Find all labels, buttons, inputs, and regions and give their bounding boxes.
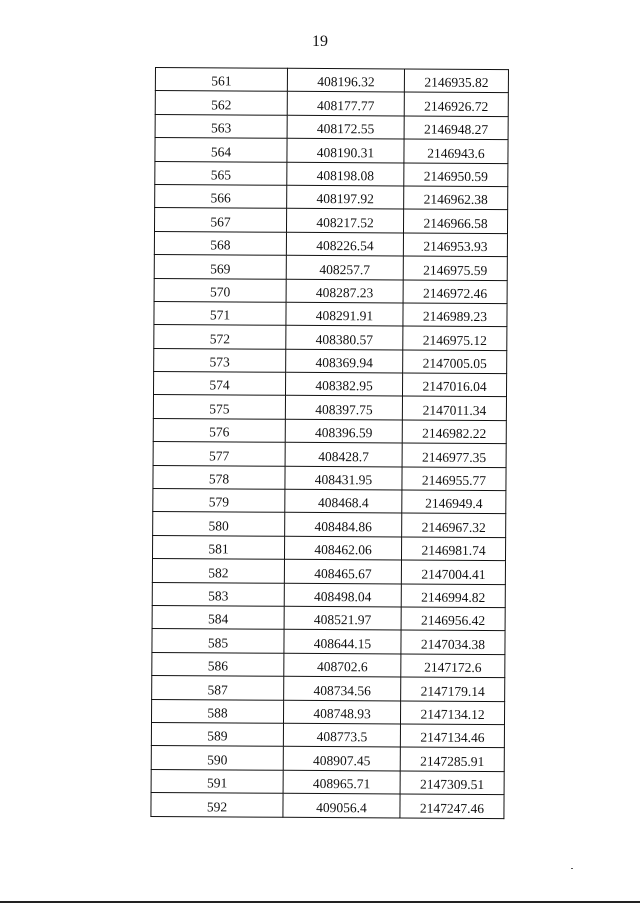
point-number-cell: 569	[154, 255, 286, 279]
point-number-cell: 577	[153, 442, 285, 466]
x-coordinate-cell: 408521.97	[284, 606, 401, 630]
y-coordinate-cell: 2146943.6	[404, 139, 508, 163]
table-row	[153, 489, 506, 515]
x-coordinate-cell: 408462.06	[284, 536, 401, 560]
y-coordinate-cell: 2146989.23	[403, 303, 507, 327]
y-coordinate-cell: 2146956.42	[401, 607, 505, 631]
table-row	[151, 699, 504, 725]
x-coordinate-cell: 408396.59	[285, 419, 402, 443]
table-row	[153, 442, 506, 468]
point-number-cell: 562	[155, 91, 287, 115]
point-number-cell: 590	[151, 746, 283, 770]
y-coordinate-cell: 2147004.41	[401, 560, 505, 584]
x-coordinate-cell: 408702.6	[284, 653, 401, 677]
x-coordinate-cell: 408498.04	[284, 583, 401, 607]
point-number-cell: 563	[155, 114, 287, 138]
y-coordinate-cell: 2146977.35	[402, 443, 506, 467]
point-number-cell: 565	[155, 161, 287, 185]
table-row	[154, 348, 507, 374]
table-row	[155, 138, 508, 164]
point-number-cell: 576	[153, 418, 285, 442]
point-number-cell: 574	[153, 372, 285, 396]
table-row	[153, 418, 506, 444]
x-coordinate-cell: 408428.7	[285, 443, 402, 467]
point-number-cell: 581	[152, 535, 284, 559]
point-number-cell: 583	[152, 582, 284, 606]
x-coordinate-cell: 408226.54	[286, 232, 403, 256]
y-coordinate-cell: 2146966.58	[403, 209, 507, 233]
x-coordinate-cell: 408382.95	[285, 372, 402, 396]
point-number-cell: 570	[154, 278, 286, 302]
x-coordinate-cell: 408468.4	[285, 489, 402, 513]
table-row	[152, 535, 505, 561]
y-coordinate-cell: 2147247.46	[400, 794, 504, 818]
coordinates-table	[150, 67, 509, 819]
table-row	[152, 676, 505, 702]
table-row	[152, 559, 505, 585]
table-row	[155, 114, 508, 140]
y-coordinate-cell: 2147034.38	[401, 630, 505, 654]
x-coordinate-cell: 408965.71	[283, 770, 400, 794]
x-coordinate-cell: 408465.67	[284, 560, 401, 584]
table-row	[151, 793, 504, 819]
coordinates-table-body	[151, 68, 509, 819]
table-row	[155, 91, 508, 117]
scan-speck	[571, 868, 573, 869]
x-coordinate-cell: 408190.31	[287, 138, 404, 162]
x-coordinate-cell: 408380.57	[286, 326, 403, 350]
table-row	[153, 465, 506, 491]
point-number-cell: 591	[151, 769, 283, 793]
table-row	[152, 582, 505, 608]
point-number-cell: 589	[151, 722, 283, 746]
x-coordinate-cell: 408644.15	[284, 630, 401, 654]
y-coordinate-cell: 2146950.59	[404, 163, 508, 187]
point-number-cell: 588	[151, 699, 283, 723]
x-coordinate-cell: 408257.7	[286, 255, 403, 279]
coordinates-table-container	[150, 67, 509, 819]
table-row	[154, 231, 507, 257]
point-number-cell: 572	[154, 325, 286, 349]
table-row	[154, 278, 507, 304]
table-row	[155, 161, 508, 187]
x-coordinate-cell: 408217.52	[286, 209, 403, 233]
x-coordinate-cell: 408172.55	[287, 115, 404, 139]
x-coordinate-cell: 408177.77	[287, 92, 404, 116]
point-number-cell: 575	[153, 395, 285, 419]
point-number-cell: 573	[154, 348, 286, 372]
y-coordinate-cell: 2146994.82	[401, 584, 505, 608]
point-number-cell: 564	[155, 138, 287, 162]
point-number-cell: 586	[152, 652, 284, 676]
y-coordinate-cell: 2146972.46	[403, 280, 507, 304]
x-coordinate-cell: 408484.86	[285, 513, 402, 537]
y-coordinate-cell: 2147134.46	[400, 724, 504, 748]
y-coordinate-cell: 2146948.27	[404, 116, 508, 140]
y-coordinate-cell: 2146975.12	[403, 326, 507, 350]
table-row	[154, 255, 507, 281]
y-coordinate-cell: 2146981.74	[401, 537, 505, 561]
table-row	[155, 184, 508, 210]
y-coordinate-cell: 2147134.12	[400, 701, 504, 725]
table-row	[151, 722, 504, 748]
table-row	[152, 629, 505, 655]
x-coordinate-cell: 408907.45	[283, 747, 400, 771]
point-number-cell: 582	[152, 559, 284, 583]
page-number: 19	[312, 33, 328, 50]
table-row	[153, 512, 506, 538]
point-number-cell: 568	[154, 231, 286, 255]
y-coordinate-cell: 2147172.6	[401, 654, 505, 678]
x-coordinate-cell: 408287.23	[286, 279, 403, 303]
point-number-cell: 584	[152, 605, 284, 629]
y-coordinate-cell: 2146982.22	[402, 420, 506, 444]
point-number-cell: 578	[153, 465, 285, 489]
point-number-cell: 592	[151, 793, 283, 817]
point-number-cell: 571	[154, 301, 286, 325]
y-coordinate-cell: 2146949.4	[402, 490, 506, 514]
table-row	[152, 652, 505, 678]
x-coordinate-cell: 408197.92	[287, 185, 404, 209]
point-number-cell: 567	[154, 208, 286, 232]
table-row	[154, 301, 507, 327]
y-coordinate-cell: 2146962.38	[404, 186, 508, 210]
point-number-cell: 580	[153, 512, 285, 536]
point-number-cell: 587	[152, 676, 284, 700]
x-coordinate-cell: 408431.95	[285, 466, 402, 490]
y-coordinate-cell: 2146953.93	[403, 233, 507, 257]
table-row	[151, 746, 504, 772]
y-coordinate-cell: 2146975.59	[403, 256, 507, 280]
x-coordinate-cell: 408196.32	[287, 68, 404, 92]
y-coordinate-cell: 2146955.77	[402, 467, 506, 491]
y-coordinate-cell: 2147285.91	[400, 747, 504, 771]
x-coordinate-cell: 408773.5	[283, 723, 400, 747]
table-row	[153, 372, 506, 398]
x-coordinate-cell: 409056.4	[283, 793, 400, 817]
table-row	[155, 68, 508, 94]
point-number-cell: 585	[152, 629, 284, 653]
y-coordinate-cell: 2147309.51	[400, 771, 504, 795]
x-coordinate-cell: 408198.08	[287, 162, 404, 186]
y-coordinate-cell: 2146935.82	[404, 69, 508, 93]
y-coordinate-cell: 2147005.05	[403, 350, 507, 374]
table-row	[154, 208, 507, 234]
scan-bottom-edge-line	[0, 901, 640, 903]
y-coordinate-cell: 2146926.72	[404, 92, 508, 116]
point-number-cell: 579	[153, 489, 285, 513]
table-row	[153, 395, 506, 421]
point-number-cell: 561	[155, 68, 287, 92]
y-coordinate-cell: 2147016.04	[402, 373, 506, 397]
x-coordinate-cell: 408734.56	[284, 676, 401, 700]
table-row	[151, 769, 504, 795]
point-number-cell: 566	[155, 184, 287, 208]
y-coordinate-cell: 2147179.14	[401, 677, 505, 701]
x-coordinate-cell: 408291.91	[286, 302, 403, 326]
x-coordinate-cell: 408748.93	[283, 700, 400, 724]
x-coordinate-cell: 408397.75	[285, 396, 402, 420]
table-row	[154, 325, 507, 351]
y-coordinate-cell: 2146967.32	[402, 513, 506, 537]
y-coordinate-cell: 2147011.34	[402, 396, 506, 420]
x-coordinate-cell: 408369.94	[286, 349, 403, 373]
table-row	[152, 605, 505, 631]
